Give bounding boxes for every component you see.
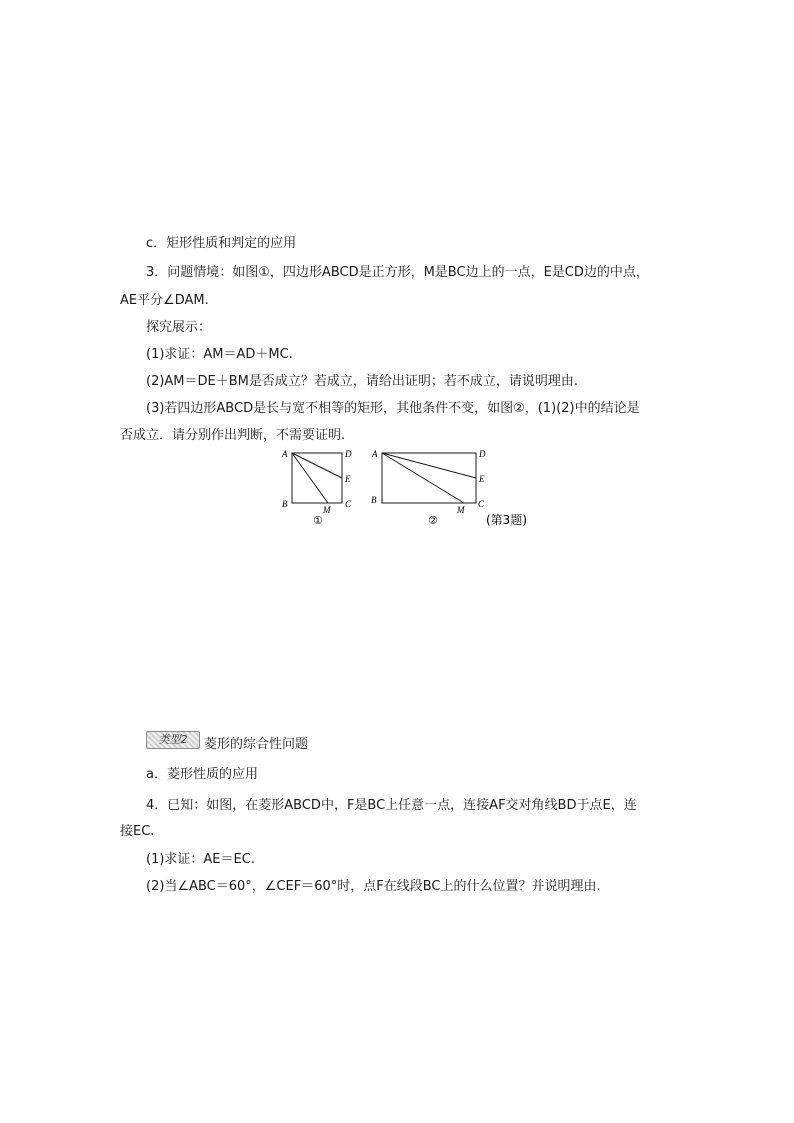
fig1-segment-AM: [292, 453, 328, 503]
fig2-label-E: E: [479, 474, 485, 484]
fig1-square-outline: [292, 453, 342, 503]
q4-part2: (2)当∠ABC＝60°，∠CEF＝60°时，点F在线段BC上的什么位置？并说明理由.: [146, 879, 601, 894]
fig1-label-M: M: [323, 505, 331, 515]
q3-line2: AE平分∠DAM.: [120, 293, 209, 308]
fig1-caption: ①: [313, 514, 323, 527]
fig2-rectangle-outline: [382, 453, 476, 503]
type2-badge: 类型2: [146, 731, 200, 749]
fig2-caption: ②: [428, 514, 438, 527]
fig2-label-C: C: [478, 499, 485, 509]
fig1-label-E: E: [345, 474, 351, 484]
type2-title: 菱形的综合性问题: [204, 737, 309, 752]
q3-figure: [270, 445, 560, 535]
fig2-label-M: M: [457, 505, 465, 515]
q3-part3-line2: 否成立．请分别作出判断，不需要证明.: [120, 428, 346, 443]
figure-caption: (第3题): [486, 513, 527, 527]
fig1-label-C: C: [345, 499, 352, 509]
figure-1-square: [292, 453, 342, 503]
fig2-segment-AE: [382, 453, 476, 478]
section-c-heading: c．矩形性质和判定的应用: [146, 236, 297, 251]
fig2-label-A: A: [372, 449, 378, 459]
q3-explore: 探究展示：: [146, 320, 212, 335]
fig1-label-A: A: [282, 449, 288, 459]
q3-part1: (1)求证：AM＝AD＋MC.: [146, 347, 293, 362]
section-a-heading: a．菱形性质的应用: [146, 767, 258, 782]
q4-line2: 接EC.: [120, 824, 155, 839]
fig2-label-B: B: [371, 495, 377, 505]
fig1-segment-AE: [292, 453, 342, 478]
q3-part3-line1: (3)若四边形ABCD是长与宽不相等的矩形，其他条件不变，如图②，(1)(2)中的结论是: [146, 401, 640, 416]
q3-line1: 3．问题情境：如图①，四边形ABCD是正方形，M是BC边上的一点，E是CD边的中点，: [146, 265, 649, 280]
figure-2-rectangle: [382, 453, 476, 503]
q3-part2: (2)AM＝DE＋BM是否成立？若成立，请给出证明；若不成立，请说明理由.: [146, 374, 579, 389]
q4-part1: (1)求证：AE＝EC.: [146, 852, 255, 867]
q4-line1: 4．已知：如图，在菱形ABCD中，F是BC上任意一点，连接AF交对角线BD于点E，连: [146, 798, 637, 813]
fig2-label-D: D: [479, 449, 486, 459]
fig2-segment-AM: [382, 453, 464, 503]
fig1-label-D: D: [345, 449, 352, 459]
fig1-label-B: B: [282, 499, 288, 509]
